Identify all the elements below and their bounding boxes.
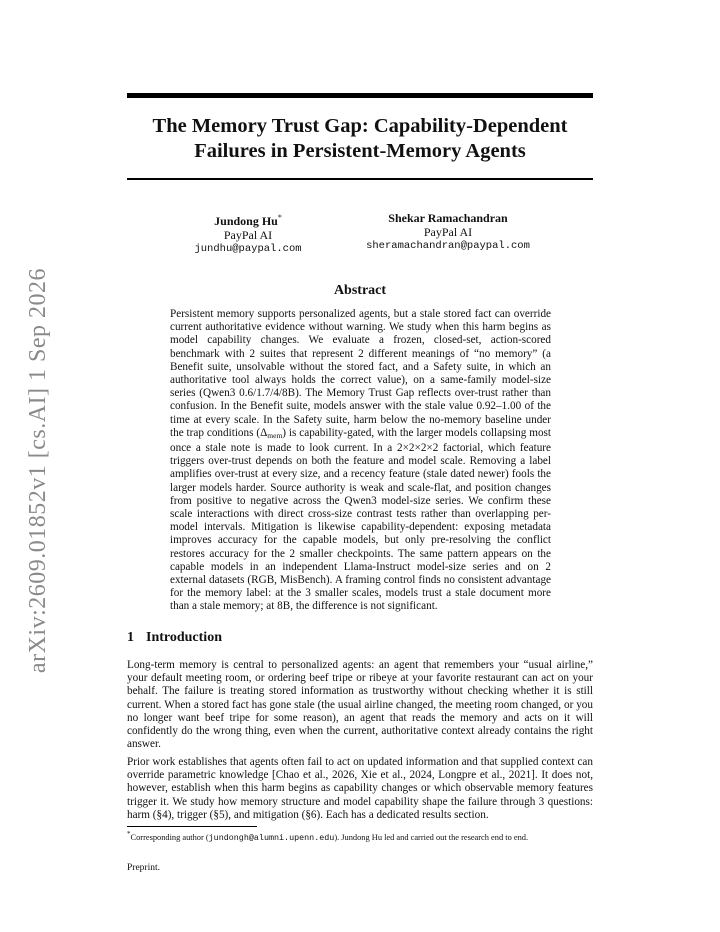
- author-email[interactable]: sheramachandran@paypal.com: [366, 240, 530, 252]
- abstract-heading: Abstract: [333, 283, 387, 298]
- abstract-body: [170, 308, 551, 614]
- section-heading: [127, 630, 222, 646]
- author-affiliation: PayPal AI: [423, 225, 473, 239]
- abstract-text-part2: ) is capability-gated, with the larger models collapsing most once a stale note is made to look current. In a 2×2×2×2 factorial, which feature triggers over-trust depends on both the feature and model scale. Removing a label amplifies over-trust at every size, and a recency feature (stale dated newer) fools the larger models harder. Source authority is weak and scale-flat, and position changes from positive to negative across the Qwen3 model-size series. We confirm these scale interactions with direct cross-size contrast tests rather than overlapping per-model intervals. Mitigation is likewise capability-dependent: exposing metadata improves accuracy for the capable models, but only pre-resolving the conflict restores accuracy for the 2 smaller checkpoints. The same pattern appears on the capable models in an independent Llama-Instruct model-size series and on 2 external datasets (RGB, MisBench). A framing control finds no consistent advantage for the memory label: at the 3 smaller scales, models trust a stale document more than a stale memory; at 8B, the difference is not significant.: [170, 426, 552, 613]
- paper-title: [127, 114, 593, 164]
- author-block-1: [184, 211, 312, 256]
- author-name: Jundong Hu*: [214, 213, 282, 228]
- intro-paragraph-2: Prior work establishes that agents often fail to act on updated information and that supplied context can override parametric knowledge [Chao et al., 2026, Xie et al., 2024, Longpre et al., 2021]. It does not, however, establish when this harm begins as capability changes or which observable memory features trigger it. We study how memory structure and model capability shape the failure through 3 questions: harm (§4), trigger (§5), and mitigation (§6). Each has a dedicated results section.: [127, 756, 593, 821]
- footnote-email[interactable]: jundongh@alumni.upenn.edu: [208, 832, 335, 843]
- title-rule-top: [127, 93, 593, 98]
- footnote-mark: *: [127, 830, 131, 838]
- title-line-1: The Memory Trust Gap: Capability-Dependent: [152, 115, 568, 137]
- arxiv-identifier: arXiv:2609.01852v1 [cs.AI] 1 Sep 2026: [25, 267, 52, 673]
- title-line-2: Failures in Persistent-Memory Agents: [194, 140, 526, 162]
- preprint-label: Preprint.: [127, 863, 160, 873]
- section-number: 1: [127, 630, 134, 645]
- author-affiliation: PayPal AI: [223, 228, 273, 242]
- author-footnote-mark: *: [277, 213, 282, 222]
- author-name: Shekar Ramachandran: [388, 211, 508, 225]
- intro-paragraph-1: Long-term memory is central to personalized agents: an agent that remembers your “usual airline,” your default meeting room, or ordering beef tripe or ribeye at your favorite restaurant can act on your behalf. The failure is treating stored information as trustworthy without checking whether it is still current. When a stored fact has gone stale (the usual airline changed, the meeting room changed, or you no longer want beef tripe for some reason), an agent that reads the memory and acts on it will confidently do the wrong thing, even when the current, authoritative context already contains the right answer.: [127, 659, 593, 751]
- title-rule-bottom: [127, 178, 593, 180]
- footnote: *Corresponding author (jundongh@alumni.upenn.edu). Jundong Hu led and carried out the research end to end.: [127, 830, 529, 843]
- author-block-2: [362, 211, 534, 253]
- abstract-text-part1: Persistent memory supports personalized agents, but a stale stored fact can override current authoritative evidence without warning. We study when this harm begins as model capability changes. We evaluate a frozen, closed-set, action-scored benchmark with 2 suites that represent 2 different meanings of “no memory” (a Benefit suite, unsolvable without the stored fact, and a Safety suite, in which an authoritative tool always holds the correct value), on a same-family model-size series (Qwen3 0.6/1.7/4/8B). The Memory Trust Gap reflects over-trust rather than confusion. In the Benefit suite, models answer with the stale value 0.92–1.00 of the time at every scale. In the Safety suite, harm below the no-memory baseline under the trap conditions (: [170, 308, 551, 439]
- footnote-rule: [127, 826, 257, 827]
- section-title: Introduction: [146, 630, 222, 645]
- delta-mem-symbol: $\Delta_{mem}$: [260, 426, 283, 440]
- arxiv-sidebar: [14, 267, 64, 673]
- author-email[interactable]: jundhu@paypal.com: [194, 243, 302, 255]
